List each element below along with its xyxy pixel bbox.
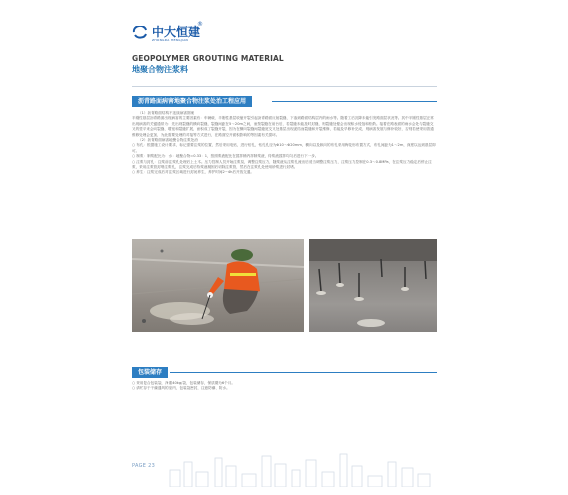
- section2-body: [132, 381, 437, 392]
- subheading-2: （2）沥青路面病害地聚合物注浆处治: [138, 138, 198, 143]
- logo-mark-icon: [132, 26, 148, 39]
- section-application-tag: 沥青路面病害地聚合物注浆处治工程应用: [132, 96, 252, 107]
- storage-item: ○ 请贮存于干燥通风的室内，包装袋密封，注意防潮、防水。: [132, 386, 230, 391]
- city-skyline-watermark: [160, 452, 440, 487]
- logo-subtitle: ZHONGDA HENGJIAN: [152, 38, 189, 42]
- section1-body: [132, 111, 437, 176]
- step-mixing: ○ 制浆：制浆配比为：水：地聚合物=0.33：1，按照浆液配比在搅拌桶内拌制浆液，待浆液搅拌均匀后进行下一步。: [132, 154, 319, 159]
- step-curing: ○ 养生：注浆完成后对注浆区域进行封闭养生，养护时间2~4h后开放交通。: [132, 170, 254, 175]
- packaging-item: ○ 采用复合包装袋，净重40kg/袋，包装储存，保质期为6个月。: [132, 381, 235, 385]
- section-packaging-tag: 包装储存: [132, 367, 168, 378]
- worker-grouting-photo: [132, 239, 304, 332]
- product-title-en: GEOPOLYMER GROUTING MATERIAL: [132, 54, 284, 63]
- step-drilling: ○ 布孔：根据施工设计要求，标记需要注浆的位置，然后采用电钻，进行钻孔，钻孔孔径为Φ10～Φ20mm，横向以及纵向的布孔采用梅花形布置方式，布孔间距为1～2m，深度以达到基层即可。: [132, 143, 436, 153]
- product-title-cn: 地聚合物注浆料: [132, 65, 188, 74]
- grout-holes-photo: [309, 239, 437, 332]
- page-number: PAGE 23: [132, 463, 156, 469]
- worker-scene-illustration: [132, 239, 304, 332]
- grout-holes-illustration: [309, 239, 437, 332]
- paragraph-1: 半刚性基层沥青路面出现病害的主要因素有：车辆载、半刚性基层收缩开裂引起沥青路面反射裂缝、下渗到路面结构层内的雨水等。随着工后沉降未能引发路面层状况等。其中半刚性基层正常出现病害的关键通常为：先出现裂缝的横向裂缝，裂缝间距在5～20m之间，而按裂缝在前台后，若裂缝未能及时封缝，则裂缝处便会出现积水侵蚀和松散。接着在路表面的雨水会处与裂缝交叉的竖平来会向裂缝、增宽和裂缝扩展，而积成了裂缝开裂，因为在横向裂缝间裂缝宽交叉处基层出现泥结而裂缝和开裂维修，若能及早修补完成，则病害发展与修补较好，否则若使采用普通维修处理会更加，为此需要处理的对接等方式进行，在路面空开面积影响的等因素有关损坏。: [132, 116, 434, 137]
- section-rule-2: [170, 372, 437, 373]
- section-rule: [272, 101, 437, 102]
- step-grouting: ○ 注浆与封孔：注浆前注浆孔处理后上土木。压力控制人员开始注浆泵，调整注浆压力，随浆液从注浆孔流出后适当调整注浆压力，注浆压力控制在0.3～0.8MPa，在注浆压力稳定后停止注浆，采用注浆管封堵注浆孔，注浆完成后待浆液凝固后切除注浆管，然后在注浆孔处使用砂浆进行封堵。: [132, 159, 432, 170]
- header-divider: [132, 86, 437, 87]
- registered-mark: ®: [197, 21, 203, 28]
- subheading-1: （1）沥青路面结构不连续病害图案: [138, 111, 195, 115]
- logo-text: 中大恒建: [152, 25, 201, 39]
